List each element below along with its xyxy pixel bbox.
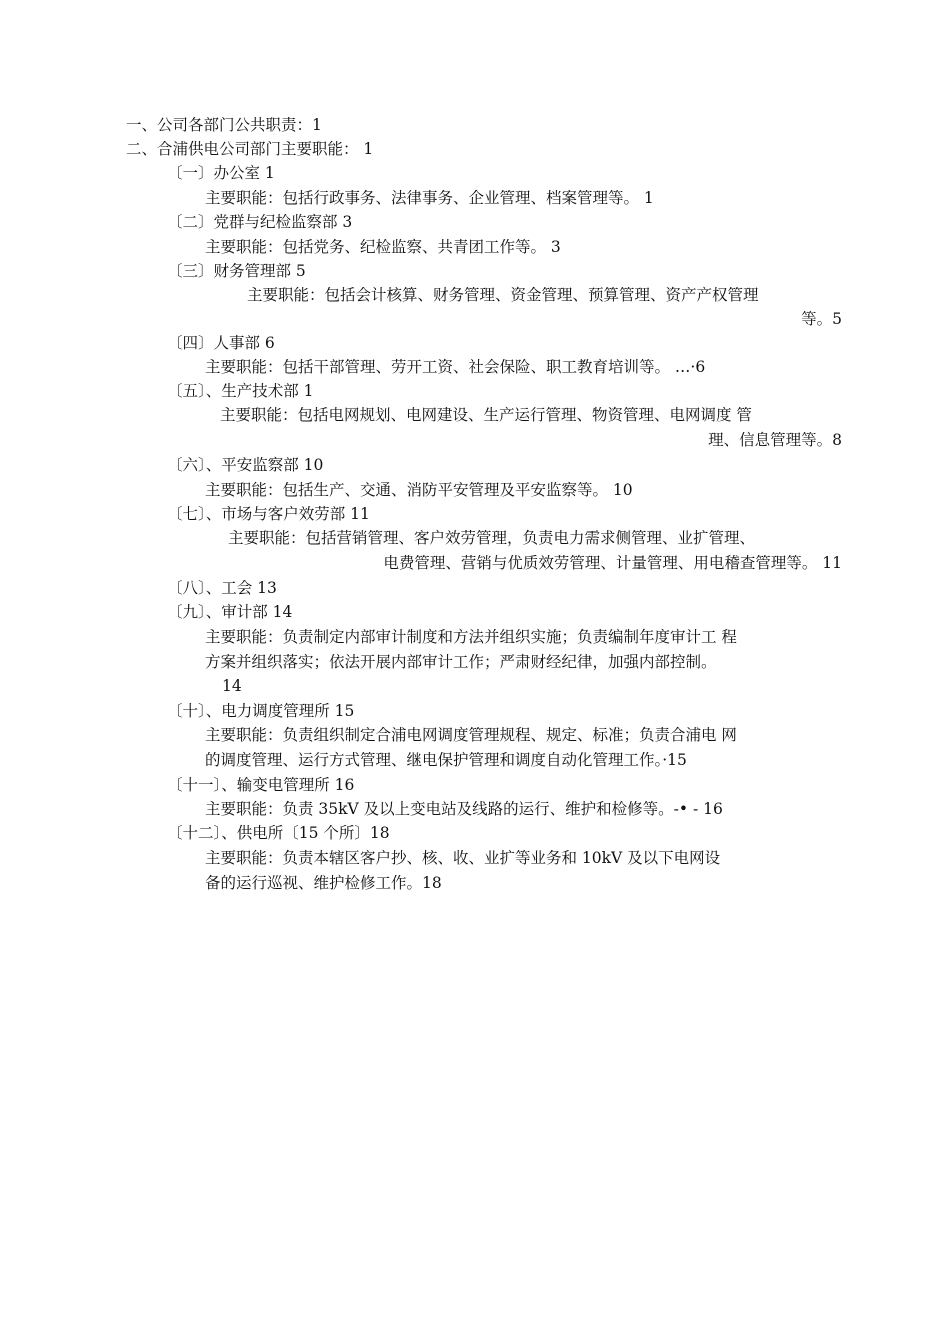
toc-entry-party-discipline: 〔二〕党群与纪检监察部 3 [167,213,353,231]
toc-entry-public-duties: 一、公司各部门公共职责：1 [126,116,322,134]
toc-desc-transmission: 主要职能：负责 35kV 及以上变电站及线路的运行、维护和检修等。-• - 16 [205,800,723,818]
toc-desc-audit-2: 方案并组织落实；依法开展内部审计工作；严肃财经纪律，加强内部控制。 [205,653,717,671]
toc-entry-department-functions: 二、合浦供电公司部门主要职能： 1 [126,140,374,158]
toc-entry-market-service: 〔七〕、市场与客户效劳部 11 [167,505,370,523]
toc-entry-union: 〔八〕、工会 13 [167,579,277,597]
toc-desc-supply-stations-1: 主要职能：负责本辖区客户抄、核、收、业扩等业务和 10kV 及以下电网设 [205,849,721,867]
toc-desc-safety: 主要职能：包括生产、交通、消防平安管理及平安监察等。 10 [205,481,633,499]
toc-desc-party-discipline: 主要职能：包括党务、纪检监察、共青团工作等。 3 [205,238,561,256]
toc-entry-hr: 〔四〕人事部 6 [167,334,275,352]
toc-desc-finance-2: 等。5 [801,310,842,328]
toc-desc-production-tech-2: 理、信息管理等。8 [708,431,842,449]
toc-desc-dispatch-2: 的调度管理、运行方式管理、继电保护管理和调度自动化管理工作。·15 [205,751,687,769]
toc-desc-market-service-1: 主要职能：包括营销管理、客户效劳管理，负责电力需求侧管理、业扩管理、 [228,529,756,547]
toc-desc-office: 主要职能：包括行政事务、法律事务、企业管理、档案管理等。 1 [205,189,654,207]
toc-desc-finance-1: 主要职能：包括会计核算、财务管理、资金管理、预算管理、资产产权管理 [247,286,759,304]
toc-desc-hr: 主要职能：包括干部管理、劳开工资、社会保险、职工教育培训等。 …·6 [205,358,706,376]
toc-entry-office: 〔一〕办公室 1 [167,164,275,182]
toc-desc-supply-stations-2: 备的运行巡视、维护检修工作。18 [205,874,442,892]
toc-entry-audit: 〔九〕、审计部 14 [167,603,293,621]
toc-entry-dispatch: 〔十〕、电力调度管理所 15 [167,702,355,720]
toc-desc-dispatch-1: 主要职能：负责组织制定合浦电网调度管理规程、规定、标准；负责合浦电 网 [205,726,737,744]
toc-entry-finance: 〔三〕财务管理部 5 [167,262,306,280]
toc-entry-supply-stations: 〔十二〕、供电所〔15 个所〕18 [167,824,390,842]
toc-desc-market-service-2: 电费管理、营销与优质效劳管理、计量管理、用电稽查管理等。 11 [383,554,842,572]
toc-entry-transmission: 〔十一〕、输变电管理所 16 [167,776,355,794]
toc-desc-production-tech-1: 主要职能：包括电网规划、电网建设、生产运行管理、物资管理、电网调度 管 [220,406,752,424]
toc-entry-safety: 〔六〕、平安监察部 10 [167,456,324,474]
toc-desc-audit-page: 14 [222,677,242,695]
toc-desc-audit-1: 主要职能：负责制定内部审计制度和方法并组织实施；负责编制年度审计工 程 [205,628,737,646]
toc-entry-production-tech: 〔五〕、生产技术部 1 [167,382,314,400]
